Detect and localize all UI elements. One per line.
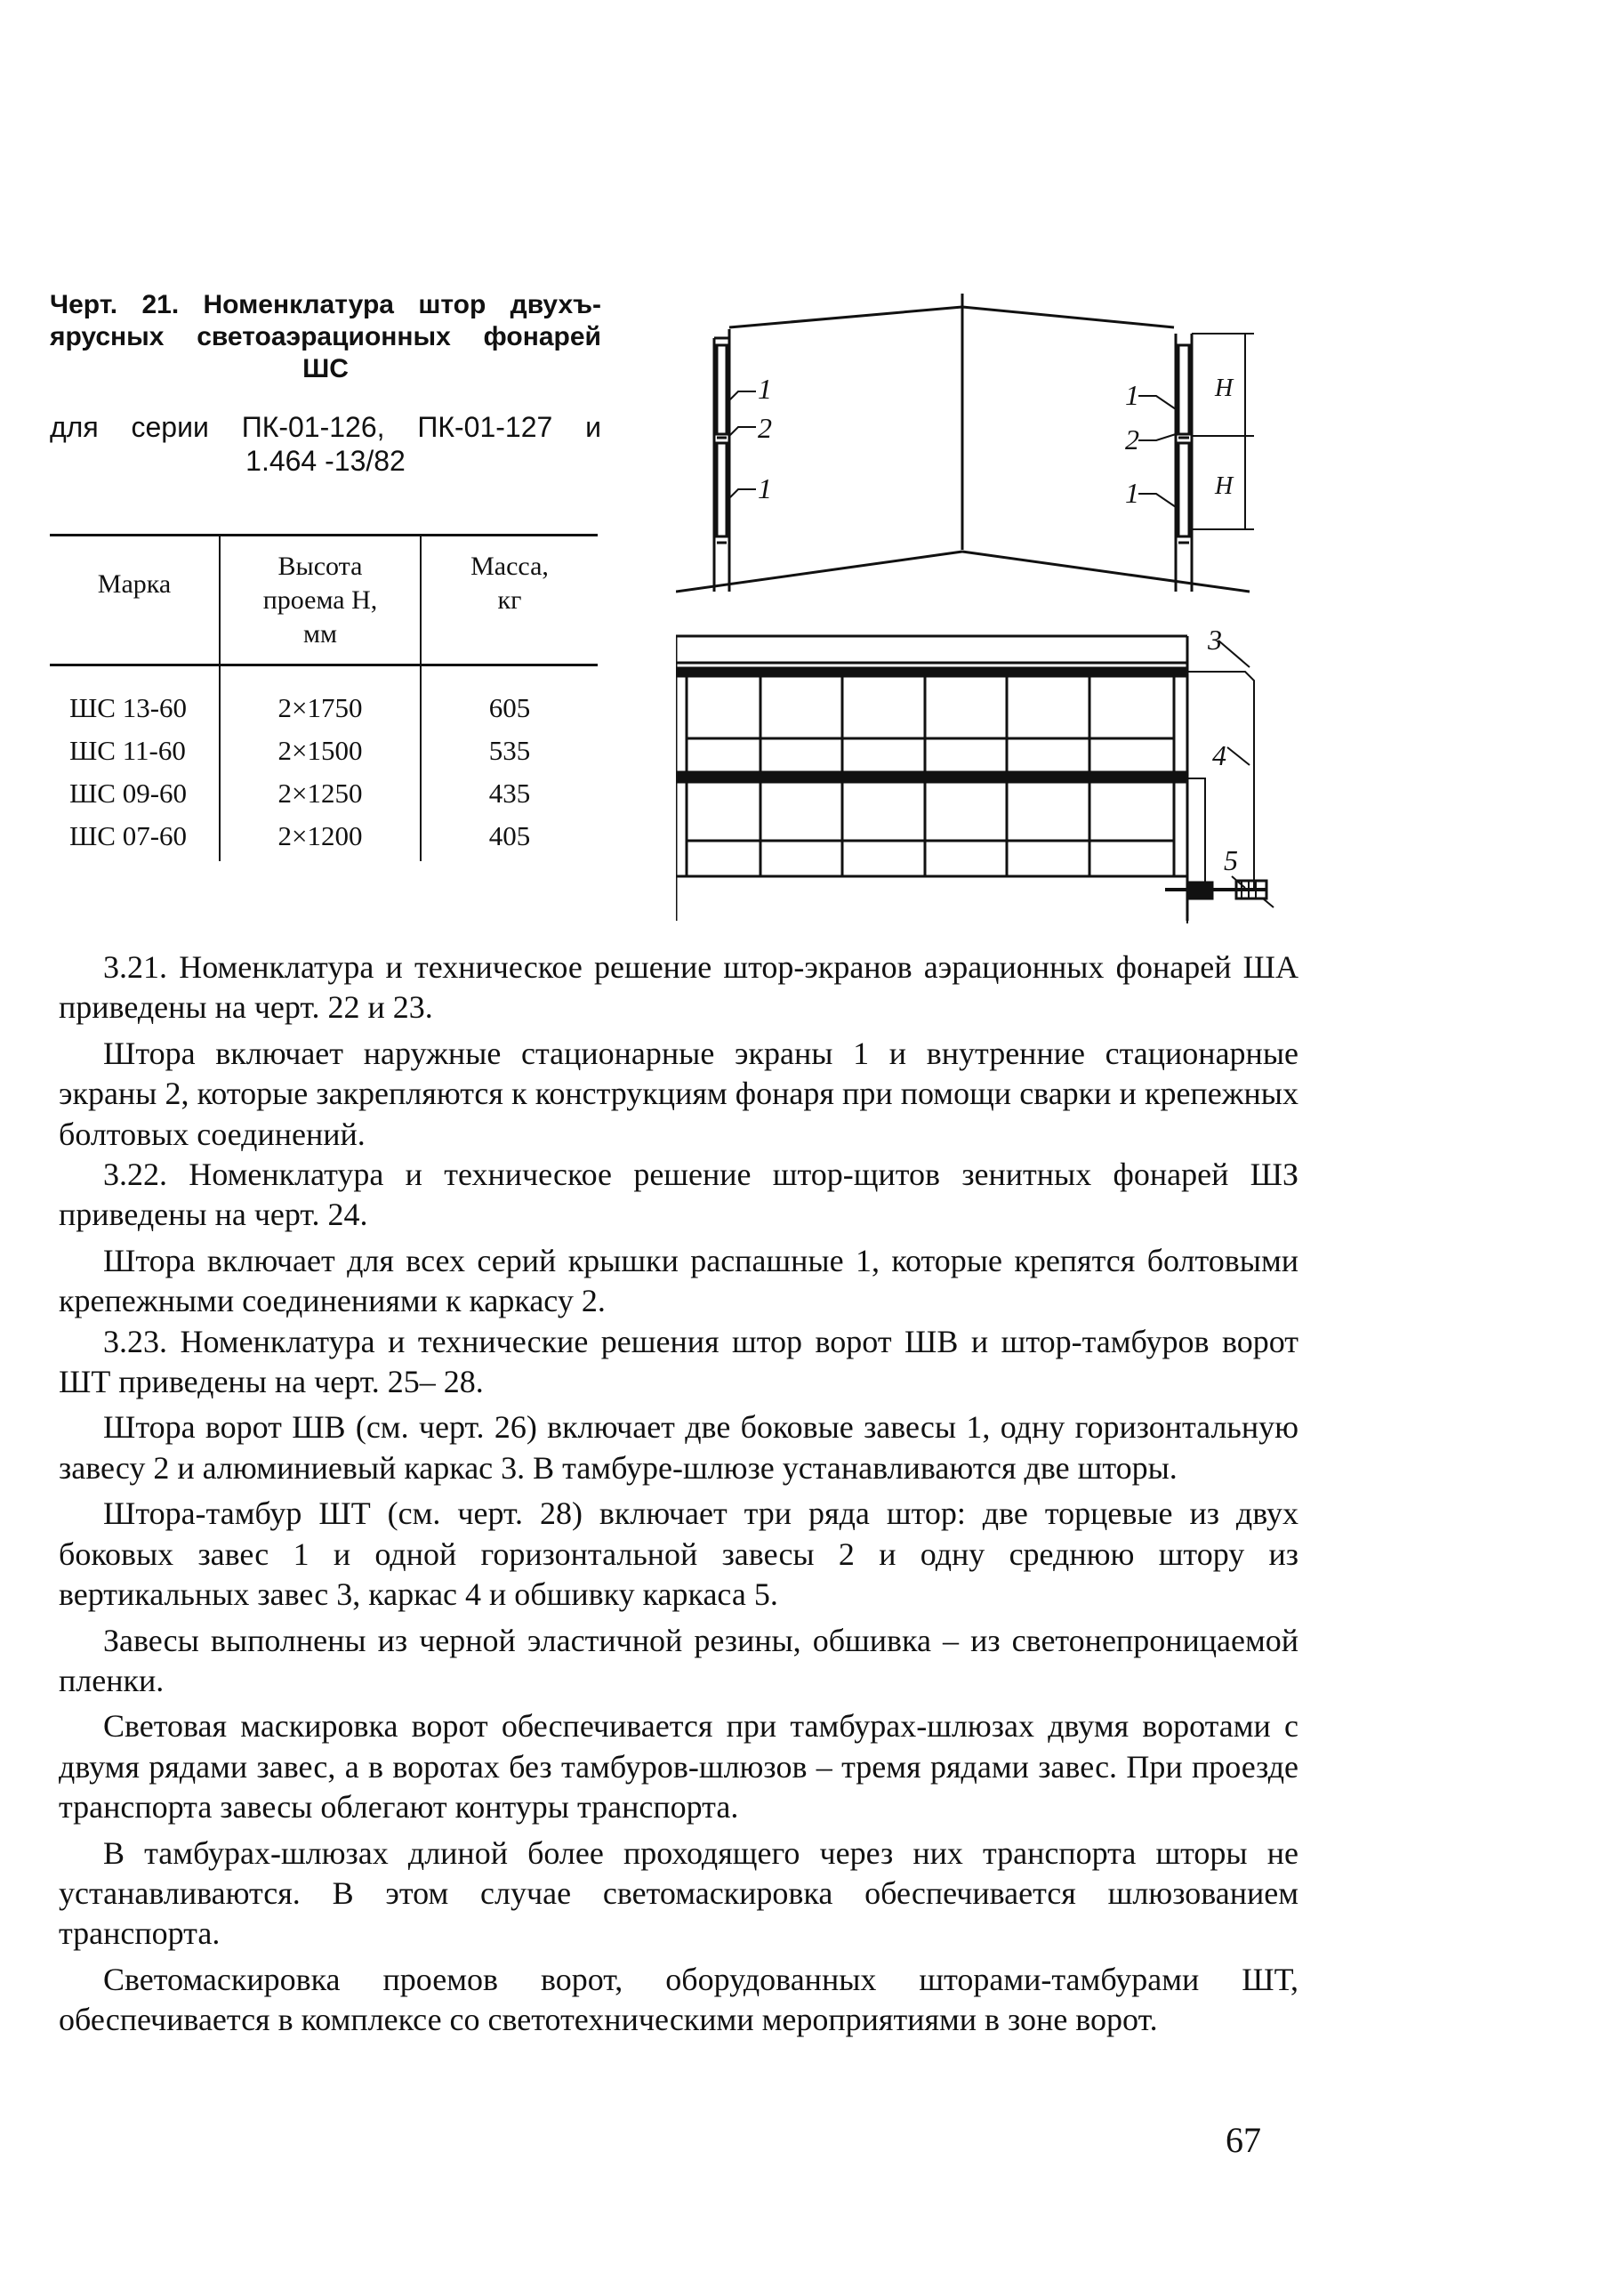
header-mass: Масса, кг — [470, 552, 549, 615]
paragraph: Штора-тамбур ШТ (см. черт. 28) включает три ряда штор: две торцевые из двух боковых завес 1 и одной горизонтальной завесы 2 и одну среднюю штору из вертикальных завес 3, каркас 4 и обшивку каркаса 5. — [59, 1495, 1298, 1613]
label-right-1: 1 — [1125, 379, 1139, 411]
paragraph: Световая маскировка ворот обеспечивается при тамбурах-шлюзах двумя воротами с двумя рядами завес, а в воротах без тамбуров-шлюзов – тремя рядами завес. При проезде транспорта завесы облегают контуры транспорта. — [59, 1708, 1298, 1826]
label-right-3: 1 — [1125, 477, 1139, 509]
paragraph-3-21: 3.21. Номенклатура и техническое решение штор-экранов аэрационных фонарей ША приведены на черт. 22 и 23. — [59, 949, 1298, 1026]
label-left-1: 1 — [758, 373, 772, 405]
caption-series-line-2: 1.464 -13/82 — [245, 445, 406, 477]
dim-label-h: H — [1215, 472, 1234, 500]
caption-line-2: ярусных светоаэрационных фонарей — [50, 322, 601, 351]
body-text — [59, 947, 1298, 2041]
paragraph: Штора включает наружные стационарные экраны 1 и внутренние стационарные экраны 2, которые закрепляются к конструкциям фонаря при помощи сварки и крепежных болтовых соединений. — [59, 1035, 1298, 1152]
caption-series-line-1: для серии ПК-01-126, ПК-01-127 и — [50, 411, 601, 443]
frame-elevation — [676, 636, 1274, 923]
dim-label-h: H — [1215, 375, 1234, 402]
paragraph-3-23: 3.23. Номенклатура и технические решения штор ворот ШВ и штор-тамбуров ворот ШТ приведены на черт. 25– 28. — [59, 1323, 1298, 1400]
table-row: ШС 11-60 2×1500 535 — [69, 735, 531, 766]
callout-5: 5 — [1224, 844, 1238, 876]
paragraph: Светомаскировка проемов ворот, оборудованных шторами-тамбурами ШТ, обеспечивается в комплексе со светотехническими мероприятиями в зоне ворот. — [59, 1961, 1298, 2038]
label-right-2: 2 — [1125, 423, 1139, 455]
header-height: Высота проема H, мм — [262, 552, 378, 649]
table-header-rule — [50, 664, 598, 666]
figure-caption — [50, 289, 601, 385]
header-mark: Марка — [97, 569, 172, 599]
callout-3: 3 — [1208, 624, 1222, 656]
caption-series — [50, 410, 601, 478]
table-row: ШС 13-60 2×1750 605 — [69, 692, 531, 723]
table-top-rule — [50, 534, 598, 536]
caption-line-3: ШС — [302, 354, 349, 383]
paragraph: Штора включает для всех серий крышки распашные 1, которые крепятся болтовыми крепежными соединениями к каркасу 2. — [59, 1242, 1298, 1319]
paragraph-3-22: 3.22. Номенклатура и техническое решение штор-щитов зенитных фонарей ШЗ приведены на черт. 24. — [59, 1157, 1298, 1233]
label-left-3: 1 — [758, 472, 772, 504]
page-number: 67 — [1226, 2120, 1261, 2160]
callout-4: 4 — [1212, 739, 1226, 771]
label-left-2: 2 — [758, 412, 772, 444]
paragraph: В тамбурах-шлюзах длиной более проходящего через них транспорта шторы не устанавливаются. В этом случае светомаскировка обеспечивается шлюзованием транспорта. — [59, 1834, 1298, 1952]
caption-line-1: Черт. 21. Номенклатура штор двухъ- — [50, 290, 601, 319]
table-row: ШС 09-60 2×1250 435 — [69, 778, 531, 809]
lantern-curtain-drawing — [676, 285, 1298, 925]
paragraph: Завесы выполнены из черной эластичной резины, обшивка – из светонепроницаемой пленки. — [59, 1622, 1298, 1698]
paragraph: Штора ворот ШВ (см. черт. 26) включает две боковые завесы 1, одну горизонтальную завесу 2 и алюминиевый каркас 3. В тамбуре-шлюзе устанавливаются две шторы. — [59, 1409, 1298, 1486]
table-row: ШС 07-60 2×1200 405 — [69, 820, 531, 851]
